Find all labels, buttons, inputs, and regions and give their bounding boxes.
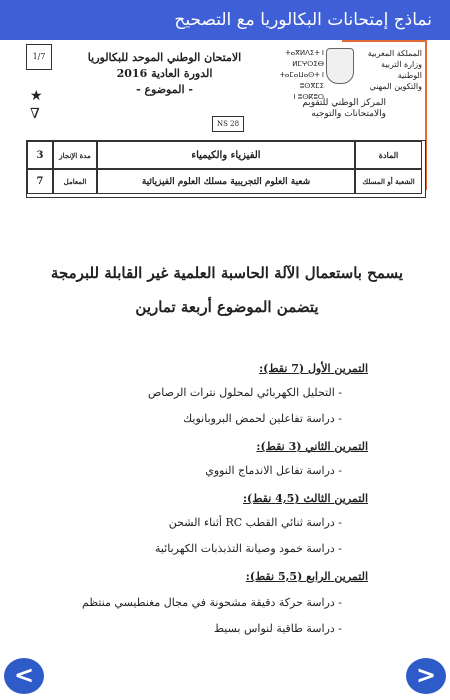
coef-label: المعامل	[53, 169, 97, 194]
exam-session: الدورة العادية 2016	[116, 67, 213, 80]
ministry-line-2: وزارة التربية الوطنية	[381, 60, 422, 80]
intro-calculator: يسمح باستعمال الآلة الحاسبة العلمية غير القابلة للبرمجة	[50, 264, 404, 282]
exercise-2-title: التمرين الثاني (3 نقط):	[256, 440, 368, 453]
next-page-button[interactable]	[406, 658, 446, 694]
exercise-1-title: التمرين الأول (7 نقط):	[259, 362, 368, 375]
duration-value: 3	[27, 141, 53, 169]
exercise-3-item-2: - دراسة خمود وصيانة التذبذبات الكهربائية	[154, 542, 342, 555]
exam-info-table	[26, 140, 426, 198]
exercise-3-title: التمرين الثالث (4,5 نقط):	[243, 492, 368, 505]
exercise-4-item-2: - دراسة طاقية لنواس بسيط	[213, 622, 342, 635]
center-line-2: والامتحانات والتوجيه	[311, 109, 386, 119]
tifinagh-header	[264, 48, 324, 103]
ministry-line-1: المملكة المغربية	[367, 49, 422, 58]
tifinagh-line-3: ⵏ ⵓⵙⴽⵓⵔ	[293, 93, 324, 101]
center-header	[276, 98, 386, 120]
exercise-1-item-1: - التحليل الكهربائي لمحلول نترات الرصاص	[147, 386, 342, 399]
intro-exercise-count: يتضمن الموضوع أربعة تمارين	[135, 298, 319, 316]
nabla-mark: ∇	[30, 106, 40, 122]
app-title-bar	[0, 0, 450, 40]
exam-document-page[interactable]	[22, 40, 430, 650]
chevron-left-icon: <	[13, 661, 35, 689]
exercise-4-item-1: - دراسة حركة دقيقة مشحونة في مجال مغنطيسي منتظم	[82, 596, 342, 609]
app-title: نماذج إمتحانات البكالوريا مع التصحيح	[174, 10, 432, 30]
material-value: الفيزياء والكيمياء	[97, 141, 355, 169]
branch-value: شعبة العلوم التجريبية مسلك العلوم الفيزيائية	[97, 169, 355, 194]
ministry-line-3: والتكوين المهني	[369, 82, 422, 91]
exercise-2-item-1: - دراسة تفاعل الاندماج النووي	[205, 464, 342, 477]
exercise-3-item-1: - دراسة ثنائي القطب RC أثناء الشحن	[168, 516, 342, 529]
accent-line-top	[342, 40, 427, 42]
tifinagh-line-2: ⵜⴰⵎⴰⵡⴰⵙⵜ ⵏ ⵓⵙⴳⵎⵉ	[279, 71, 324, 90]
page-number-box	[26, 44, 52, 70]
exercise-1-item-2: - دراسة تفاعلين لحمض البروبانويك	[183, 412, 342, 425]
exam-title-block	[82, 50, 247, 98]
exam-code: NS 28	[212, 116, 244, 132]
duration-label: مدة الإنجاز	[53, 141, 97, 169]
exam-header	[26, 44, 424, 140]
material-label: المادة	[355, 141, 422, 169]
ministry-header	[356, 48, 422, 92]
previous-page-button[interactable]	[4, 658, 44, 694]
branch-label: الشعبة أو المسلك	[355, 169, 422, 194]
coef-value: 7	[27, 169, 53, 194]
center-line-1: المركز الوطني للتقويم	[302, 98, 386, 108]
moroccan-crest-icon	[326, 48, 354, 84]
page-number: 1/7	[32, 52, 46, 61]
exam-title: الامتحان الوطني الموحد للبكالوريا	[87, 51, 242, 64]
tifinagh-line-1: ⵜⴰⴳⵍⴷⵉⵜ ⵏ ⵍⵎⵖⵔⵉⴱ	[285, 49, 324, 68]
exam-subject-label: - الموضوع -	[136, 83, 193, 96]
exercise-4-title: التمرين الرابع (5,5 نقط):	[245, 570, 368, 583]
chevron-right-icon: >	[415, 661, 437, 689]
star-mark: ★	[30, 88, 43, 104]
